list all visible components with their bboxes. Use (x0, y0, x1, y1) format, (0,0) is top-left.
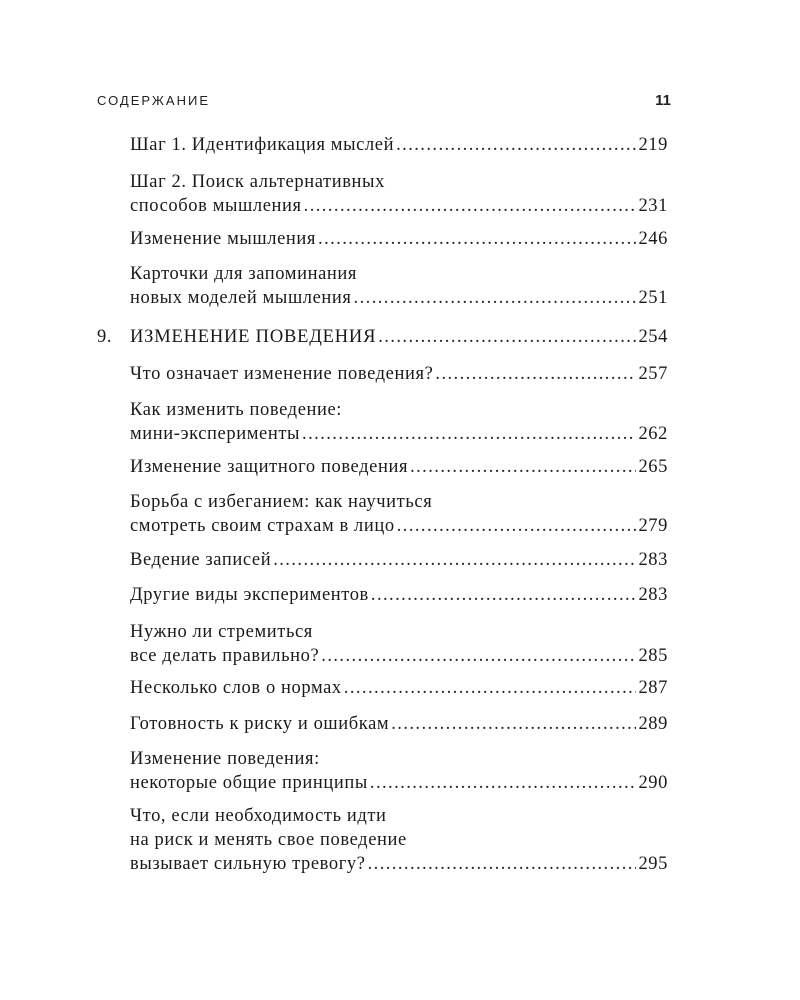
entry-title: Шаг 2. Поиск альтернативных (130, 172, 385, 192)
toc-entry[interactable] (130, 583, 668, 607)
entry-page: 254 (638, 327, 668, 347)
chapter-title: ИЗМЕНЕНИЕ ПОВЕДЕНИЯ (130, 327, 377, 347)
page-number: 11 (655, 92, 671, 109)
running-title: СОДЕРЖАНИЕ (97, 93, 211, 108)
entry-page: 295 (638, 854, 668, 874)
chapter-number: 9. (97, 327, 113, 347)
entry-page: 289 (638, 714, 668, 734)
toc-entry[interactable] (130, 676, 668, 700)
entry-page: 285 (638, 646, 668, 666)
entry-title: на риск и менять свое поведение (130, 830, 407, 850)
entry-page: 279 (638, 516, 668, 536)
entry-page: 219 (638, 135, 668, 155)
toc-entry[interactable] (130, 262, 668, 310)
entry-title: некоторые общие принципы (130, 773, 368, 793)
dot-leader (396, 133, 636, 157)
entry-title: Что, если необходимость идти (130, 806, 387, 826)
running-header (97, 92, 671, 109)
toc-entry[interactable] (130, 133, 668, 157)
entry-page: 265 (638, 457, 668, 477)
entry-title: смотреть своим страхам в лицо (130, 516, 395, 536)
dot-leader (435, 362, 636, 386)
dot-leader (318, 227, 636, 251)
toc-entry[interactable] (130, 712, 668, 736)
entry-title: Готовность к риску и ошибкам (130, 714, 390, 734)
toc-entry[interactable] (130, 362, 668, 386)
dot-leader (378, 325, 636, 349)
entry-page: 283 (638, 550, 668, 570)
toc-entry[interactable] (130, 398, 668, 446)
entry-title: способов мышления (130, 196, 302, 216)
dot-leader (273, 548, 636, 572)
dot-leader (371, 583, 637, 607)
entry-title: Несколько слов о нормах (130, 678, 342, 698)
entry-title: мини-эксперименты (130, 424, 301, 444)
entry-title: Другие виды экспериментов (130, 585, 369, 605)
entry-title: вызывает сильную тревогу? (130, 854, 366, 874)
toc-entry[interactable] (130, 548, 668, 572)
toc-entry[interactable] (130, 620, 668, 668)
entry-page: 246 (638, 229, 668, 249)
dot-leader (344, 676, 637, 700)
dot-leader (410, 455, 636, 479)
entry-title: Как изменить поведение: (130, 400, 343, 420)
entry-page: 262 (638, 424, 668, 444)
dot-leader (370, 771, 637, 795)
toc-entry[interactable] (130, 227, 668, 251)
entry-title: Что означает изменение поведения? (130, 364, 434, 384)
toc-entry[interactable] (130, 455, 668, 479)
entry-title: Борьба с избеганием: как научиться (130, 492, 433, 512)
entry-page: 290 (638, 773, 668, 793)
entry-title: Карточки для запоминания (130, 264, 358, 284)
toc-entry[interactable] (130, 490, 668, 538)
toc-entry[interactable] (130, 170, 668, 218)
dot-leader (321, 644, 636, 668)
entry-title: новых моделей мышления (130, 288, 352, 308)
dot-leader (368, 852, 637, 876)
toc-entry[interactable] (130, 747, 668, 795)
entry-title: Ведение записей (130, 550, 272, 570)
entry-page: 257 (638, 364, 668, 384)
entry-page: 287 (638, 678, 668, 698)
dot-leader (302, 422, 636, 446)
entry-title: Шаг 1. Идентификация мыслей (130, 135, 395, 155)
entry-page: 283 (638, 585, 668, 605)
entry-page: 251 (638, 288, 668, 308)
entry-title: Изменение мышления (130, 229, 317, 249)
dot-leader (397, 514, 637, 538)
entry-title: Нужно ли стремиться (130, 622, 313, 642)
toc-chapter-entry[interactable] (97, 325, 668, 349)
dot-leader (391, 712, 636, 736)
dot-leader (354, 286, 637, 310)
entry-title: Изменение поведения: (130, 749, 320, 769)
dot-leader (304, 194, 637, 218)
toc-entry[interactable] (130, 804, 668, 876)
entry-title: все делать правильно? (130, 646, 320, 666)
entry-title: Изменение защитного поведения (130, 457, 409, 477)
entry-page: 231 (638, 196, 668, 216)
